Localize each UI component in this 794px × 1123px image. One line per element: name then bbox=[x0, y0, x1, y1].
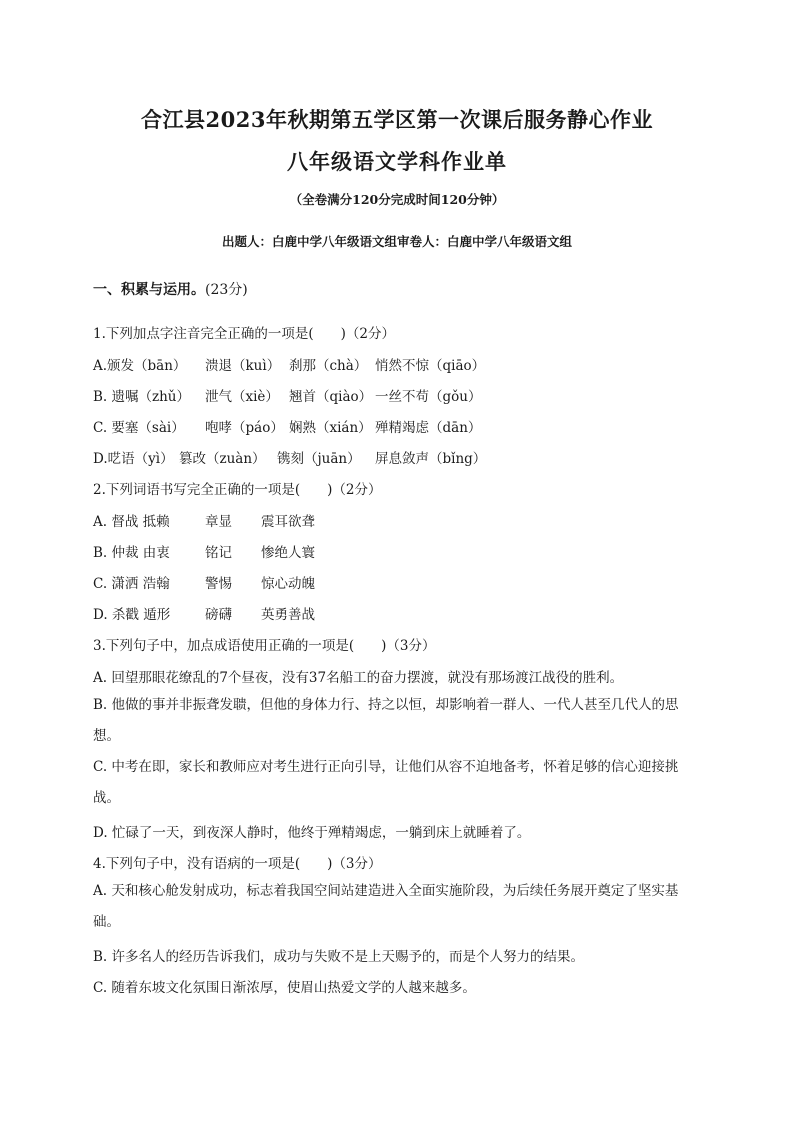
q2-b-3: 惨绝人寰 bbox=[261, 545, 315, 561]
q4-option-b: B. 许多名人的经历告诉我们，成功与失败不是上天赐予的，而是个人努力的结果。 bbox=[93, 949, 585, 965]
q1-stem: 1.下列加点字注音完全正确的一项是( )（2分） bbox=[93, 326, 396, 342]
q1-option-a bbox=[93, 354, 485, 374]
q1-b-2: 泄气（xiè） bbox=[205, 389, 279, 405]
q3-stem: 3.下列句子中，加点成语使用正确的一项是( )（3分） bbox=[93, 638, 436, 654]
score-time-note: （全卷满分120分完成时间120分钟） bbox=[289, 192, 505, 207]
q1-b-4: 一丝不苟（gǒu） bbox=[375, 389, 482, 405]
q2-option-c bbox=[93, 572, 315, 592]
q1-a-1: A.颁发（bān） bbox=[93, 358, 187, 374]
q3-option-c: C. 中考在即，家长和教师应对考生进行正向引导，让他们从容不迫地备考，怀着足够的信心迎接挑战。 bbox=[93, 759, 679, 806]
q1-option-d bbox=[93, 447, 486, 467]
q2-c-3: 惊心动魄 bbox=[261, 576, 315, 592]
section-points: (23分) bbox=[205, 282, 248, 298]
q1-a-2: 溃退（kuì） bbox=[205, 358, 281, 374]
q3-option-d: D. 忙碌了一天，到夜深人静时，他终于殚精竭虑，一躺到床上就睡着了。 bbox=[93, 825, 531, 841]
q1-c-2: 咆哮（páo） bbox=[205, 420, 284, 436]
section-heading bbox=[93, 279, 248, 299]
authors-line: 出题人：白鹿中学八年级语文组审卷人：白鹿中学八年级语文组 bbox=[221, 234, 572, 249]
q4-option-a: A. 天和核心舱发射成功，标志着我国空间站建造进入全面实施阶段，为后续任务展开奠定了坚实基础。 bbox=[93, 883, 679, 930]
q2-d-2: 磅礴 bbox=[205, 607, 232, 623]
q1-d-3: 镌刻（juān） bbox=[277, 451, 361, 467]
q1-c-4: 殚精竭虑（dān） bbox=[375, 420, 482, 436]
q3-option-a: A. 回望那眼花缭乱的7个昼夜，没有37名船工的奋力摆渡，就没有那场渡江战役的胜利。 bbox=[93, 670, 624, 686]
title-line-2: 八年级语文学科作业单 bbox=[287, 149, 507, 174]
q2-b-1: B. 仲裁 由衷 bbox=[93, 545, 170, 561]
q2-b-2: 铭记 bbox=[205, 545, 232, 561]
q2-a-2: 章显 bbox=[205, 514, 232, 530]
q4-stem: 4.下列句子中，没有语病的一项是( )（3分） bbox=[93, 856, 382, 872]
q1-b-1: B. 遗嘱（zhǔ） bbox=[93, 389, 191, 405]
q1-d-4: 屏息敛声（bǐng） bbox=[375, 451, 487, 467]
q1-c-1: C. 要塞（sài） bbox=[93, 420, 185, 436]
q2-stem: 2.下列词语书写完全正确的一项是( )（2分） bbox=[93, 482, 382, 498]
q1-a-3: 刹那（chà） bbox=[289, 358, 368, 374]
q3-option-b: B. 他做的事并非振聋发聩，但他的身体力行、持之以恒，却影响着一群人、一代人甚至几代人的思想。 bbox=[93, 697, 679, 744]
q2-d-1: D. 杀戳 遁形 bbox=[93, 607, 171, 623]
q1-c-3: 娴熟（xián） bbox=[289, 420, 372, 436]
q2-option-d bbox=[93, 603, 315, 623]
q1-option-c bbox=[93, 416, 481, 436]
q2-option-a bbox=[93, 510, 315, 530]
q2-a-3: 震耳欲聋 bbox=[261, 514, 315, 530]
q2-c-1: C. 潇洒 浩翰 bbox=[93, 576, 170, 592]
q4-option-c: C. 随着东坡文化氛围日渐浓厚，使眉山热爱文学的人越来越多。 bbox=[93, 980, 476, 996]
q2-a-1: A. 督战 抵赖 bbox=[93, 514, 170, 530]
q1-d-1: D.呓语（yì） bbox=[93, 451, 174, 467]
q1-d-2: 篡改（zuàn） bbox=[179, 451, 266, 467]
q1-option-b bbox=[93, 385, 481, 405]
section-heading-text: 一、积累与运用。 bbox=[93, 282, 205, 298]
q2-d-3: 英勇善战 bbox=[261, 607, 315, 623]
q1-a-4: 悄然不惊（qiāo） bbox=[375, 358, 486, 374]
title-line-1: 合江县2023年秋期第五学区第一次课后服务静心作业 bbox=[141, 107, 653, 132]
q1-b-3: 翘首（qiào） bbox=[289, 389, 373, 405]
q2-option-b bbox=[93, 541, 315, 561]
q2-c-2: 警惕 bbox=[205, 576, 232, 592]
